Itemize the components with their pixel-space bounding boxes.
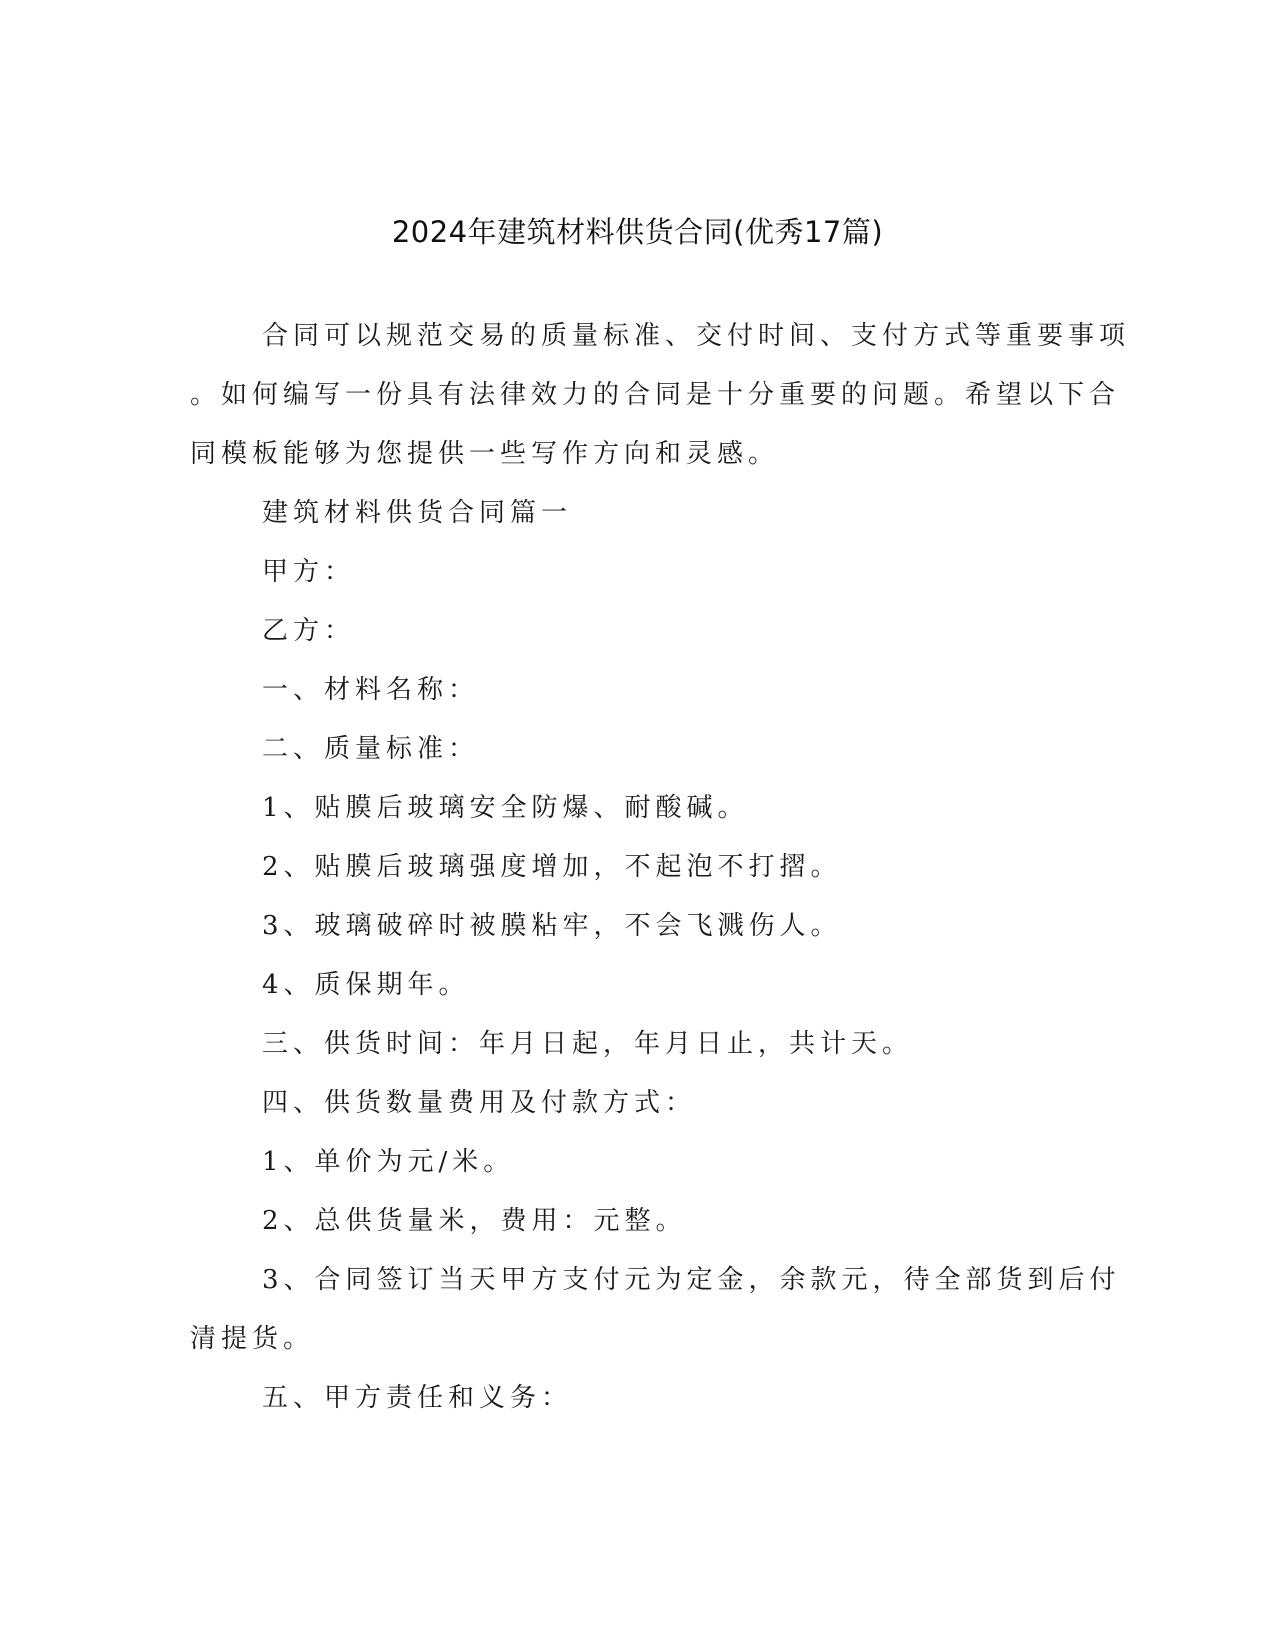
quality-item: 1、贴膜后玻璃安全防爆、耐酸碱。 (262, 793, 749, 823)
payment-item: 2、总供货量米，费用：元整。 (262, 1206, 687, 1236)
clause-supply-time: 三、供货时间：年月日起，年月日止，共计天。 (262, 1029, 914, 1059)
payment-item: 3、合同签订当天甲方支付元为定金，余款元，待全部货到后付 (262, 1265, 1121, 1295)
quality-item: 2、贴膜后玻璃强度增加，不起泡不打摺。 (262, 852, 842, 882)
payment-item: 1、单价为元/米。 (262, 1147, 515, 1177)
clause-quality-standard: 二、质量标准： (262, 734, 480, 764)
clause-party-a-duties: 五、甲方责任和义务： (262, 1383, 573, 1413)
intro-line: 。如何编写一份具有法律效力的合同是十分重要的问题。希望以下合 (190, 380, 1121, 410)
intro-line: 同模板能够为您提供一些写作方向和灵感。 (190, 439, 780, 469)
party-b-label: 乙方： (262, 616, 356, 646)
quality-item: 4、质保期年。 (262, 970, 470, 1000)
clause-quantity-payment: 四、供货数量费用及付款方式： (262, 1088, 697, 1118)
document-title: 2024年建筑材料供货合同(优秀17篇) (391, 215, 884, 249)
clause-material-name: 一、材料名称： (262, 675, 480, 705)
intro-line: 合同可以规范交易的质量标准、交付时间、支付方式等重要事项 (262, 321, 1131, 351)
party-a-label: 甲方： (262, 557, 356, 587)
payment-item-continued: 清提货。 (190, 1324, 315, 1354)
quality-item: 3、玻璃破碎时被膜粘牢，不会飞溅伤人。 (262, 911, 842, 941)
section-heading: 建筑材料供货合同篇一 (262, 498, 573, 528)
